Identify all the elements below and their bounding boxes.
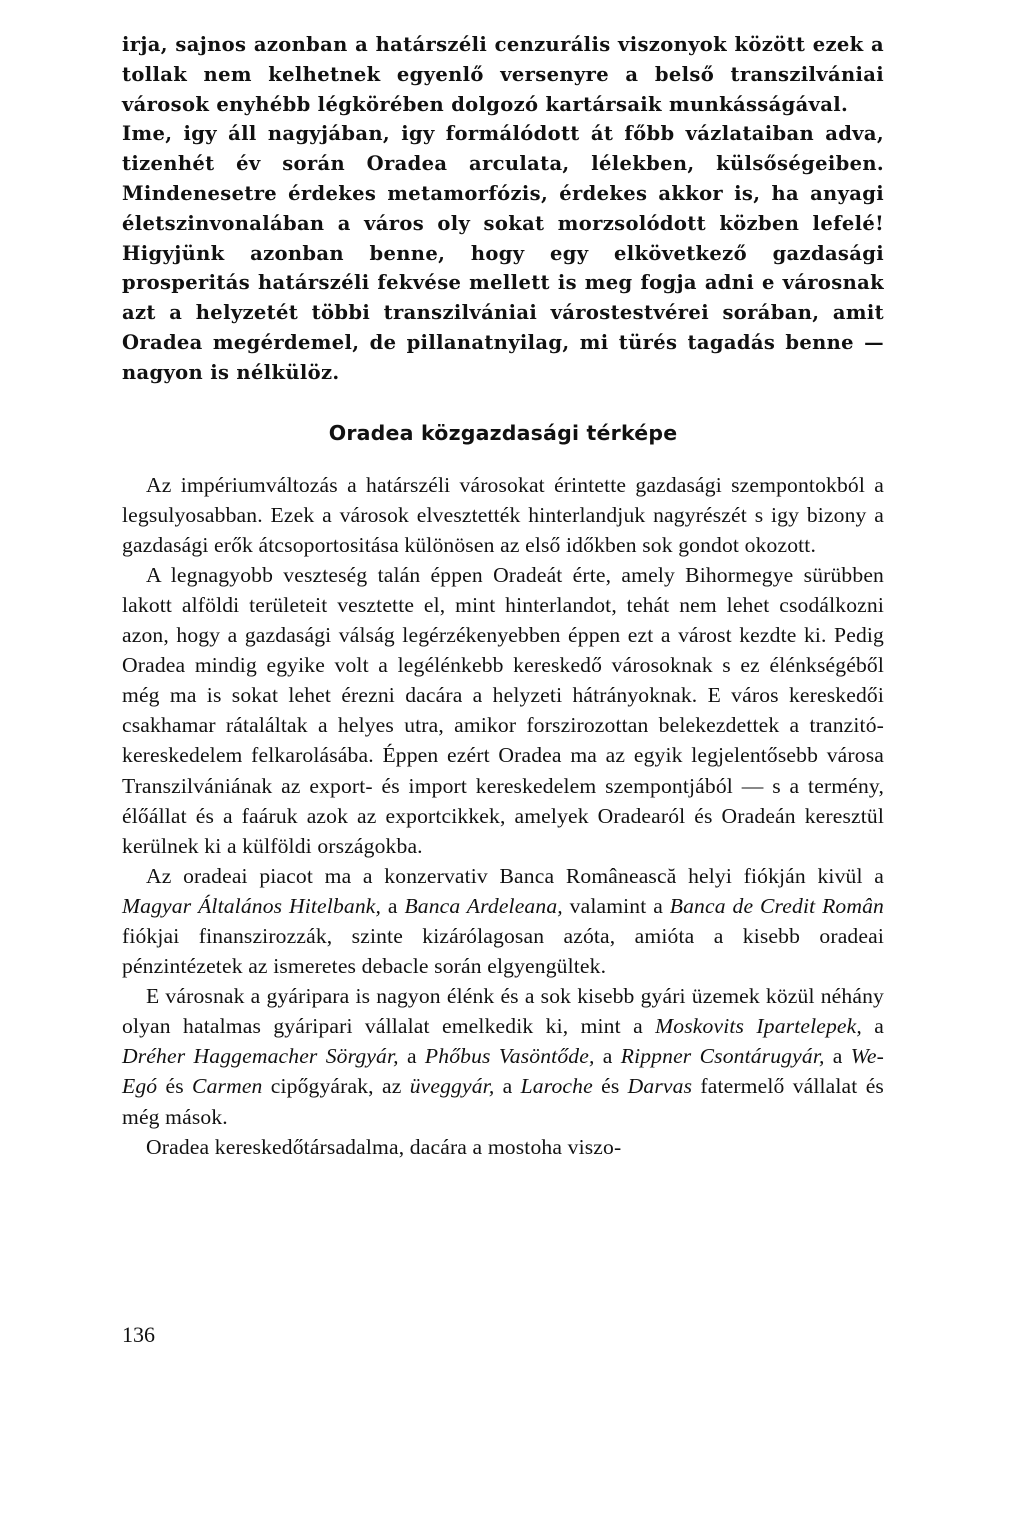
intro-text xyxy=(122,30,884,388)
text-run: a xyxy=(398,1044,425,1069)
text-run: E városnak a gyáripara is nagyon élénk és a sok kisebb gyári üzemek közül néhány olyan hatalmas gyáripari vállalat emelkedik ki, mint a xyxy=(122,984,884,1039)
text-run: a xyxy=(594,1044,621,1069)
bank-name: Banca de Credit Român xyxy=(669,893,885,918)
intro-paragraph: irja, sajnos azonban a határszéli cenzurális viszonyok között ezek a tollak nem kelhetnek egyenlő versenyre a belső transzilvániai városok enyhébb légkörében dolgozó kartársaik munkásságával. xyxy=(122,33,884,116)
bank-name: Magyar Általános Hitelbank, xyxy=(122,893,382,918)
text-run: Az oradeai piacot ma a konzervativ Banca Românească helyi fiókján kivül a xyxy=(146,863,884,888)
text-run: fiókjai finanszirozzák, szinte kizárólagosan azóta, amióta a kisebb oradeai pénzintézetek az ismeretes debacle során elgyengültek. xyxy=(122,923,884,979)
section-heading: Oradea közgazdasági térképe xyxy=(328,420,678,445)
body-paragraph: A legnagyobb veszteség talán éppen Oradeát érte, amely Bihormegye sürübben lakott alföldi területeit vesztette el, mint hinterlandot, tehát nem lehet csodálkozni azon, hogy a gazdasági válság legérzékenyebben éppen ezt a várost kezdte ki. Pedig Oradea mindig egyike volt a legélénkebb kereskedő városoknak s ez élénkségéből még ma is sokat lehet érezni dacára a helyzeti hátrányoknak. E város kereskedői csakhamar rátaláltak a helyes utra, amikor forszirozottan belekezdettek a tranzitó-kereskedelem felkarolásába. Éppen ezért Oradea ma az egyik legjelentősebb városa Transzilvániának az export- és import kereskedelem szempontjából — s a termény, élőállat és a faáruk azok az exportcikkek, amelyek Oradearól és Oradeán keresztül kerülnek ki a külföldi országokba. xyxy=(122,562,884,858)
body-paragraph: Az impériumváltozás a határszéli városokat érintette gazdasági szempontokból a legsulyosabban. Ezek a városok elvesztették hinterlandjuk nagyrészét s igy bizony a gazdasági erők átcsoportositása különösen az első időkben sok gondot okozott. xyxy=(122,472,884,557)
company-name: Moskovits Ipartelepek, xyxy=(655,1014,862,1039)
body-paragraph-banks xyxy=(122,861,884,981)
text-run: a xyxy=(494,1074,521,1099)
intro-paragraph: Ime, igy áll nagyjában, igy formálódott át főbb vázlataiban adva, tizenhét év során Oradea arculata, lélekben, külsőségeiben. Mindenesetre érdekes metamorfózis, érdekes akkor is, ha anyagi életszinvonalában a város oly sokat morzsolódott közben lefelé! Higyjünk azonban benne, hogy egy elkövetkező gazdasági prosperitás határszéli fekvése mellett is meg fogja adni e városnak azt a helyzetét többi transzilvániai várostestvérei sorában, amit Oradea megérdemel, de pillanatnyilag, mi türés tagadás benne — nagyon is nélkülöz. xyxy=(122,122,884,384)
text-run: a xyxy=(381,893,405,918)
text-run: a xyxy=(824,1044,851,1069)
bank-name: Banca Ardeleana, xyxy=(404,893,563,918)
company-name: Laroche xyxy=(520,1074,593,1099)
text-run: a xyxy=(861,1014,884,1039)
company-name: üveggyár, xyxy=(409,1074,495,1099)
text-run: valamint a xyxy=(562,893,670,918)
book-page xyxy=(122,30,884,1162)
company-name: Phőbus Vasöntőde, xyxy=(424,1044,595,1069)
text-run: és xyxy=(592,1074,628,1099)
company-name: Carmen xyxy=(192,1074,263,1099)
text-run: és xyxy=(157,1074,193,1099)
company-name: Rippner Csontárugyár, xyxy=(620,1044,825,1069)
page-number: 136 xyxy=(122,1322,155,1347)
body-paragraph: Oradea kereskedőtársadalma, dacára a mostoha viszo- xyxy=(146,1134,622,1159)
body-paragraph-industry xyxy=(122,981,884,1131)
company-name: We-Egó xyxy=(122,1044,884,1099)
text-run: fatermelő vállalat és még mások. xyxy=(122,1074,884,1129)
text-run: cipőgyárak, az xyxy=(262,1074,410,1099)
section-body xyxy=(122,470,884,1162)
company-name: Dréher Haggemacher Sörgyár, xyxy=(122,1044,399,1069)
company-name: Darvas xyxy=(627,1074,693,1099)
